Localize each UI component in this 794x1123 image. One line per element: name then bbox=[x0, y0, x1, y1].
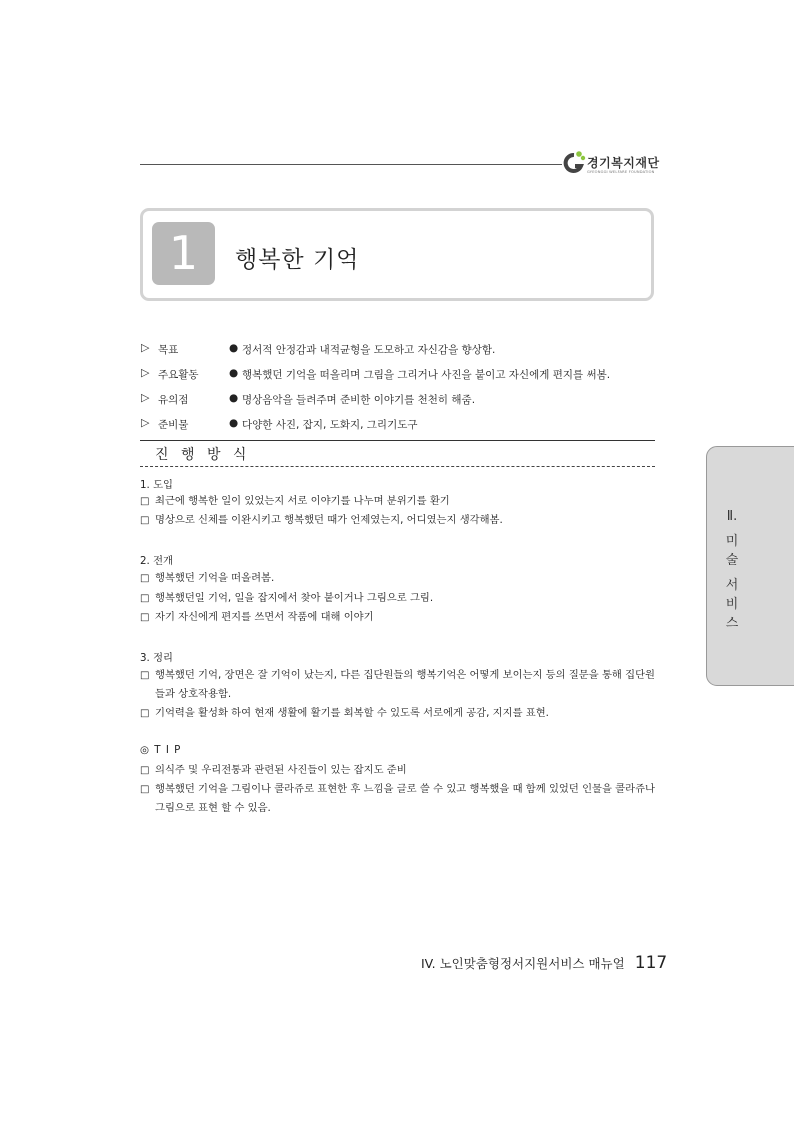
info-label: 준비물 bbox=[158, 419, 189, 431]
checkbox-square-icon: □ bbox=[140, 515, 150, 526]
checkbox-square-icon: □ bbox=[140, 670, 150, 681]
bullet-icon: ● bbox=[229, 417, 239, 429]
section-rule bbox=[140, 440, 655, 441]
activity-number: 1 bbox=[152, 222, 215, 285]
info-value: 정서적 안정감과 내적균형을 도모하고 자신감을 향상함. bbox=[242, 344, 496, 356]
section-title: 진 행 방 식 bbox=[155, 447, 251, 463]
info-label: 유의점 bbox=[158, 394, 189, 406]
list-item: □ 기억력을 활성화 하여 현재 생활에 활기를 회복할 수 있도록 서로에게 공감, 지지를 표현. bbox=[140, 704, 660, 723]
list-item: □ 행복했던일 기억, 일을 잡지에서 찾아 붙이거나 그림으로 그림. bbox=[140, 589, 660, 608]
triangle-right-icon: ▷ bbox=[141, 391, 150, 404]
page-number: 117 bbox=[634, 953, 668, 973]
header-rule bbox=[140, 164, 562, 165]
triangle-right-icon: ▷ bbox=[141, 366, 150, 379]
chapter-side-tab-label: Ⅱ. 미 술 서 비 스 bbox=[721, 507, 743, 633]
activity-info bbox=[141, 341, 661, 441]
footer-title: IV. 노인맞춤형정서지원서비스 매뉴얼 bbox=[421, 956, 625, 971]
info-label: 목표 bbox=[158, 344, 179, 356]
logo-text: 경기복지재단 bbox=[587, 156, 660, 170]
triangle-right-icon: ▷ bbox=[141, 341, 150, 354]
foundation-logo-icon bbox=[562, 150, 586, 176]
list-item: □ 명상으로 신체를 이완시키고 행복했던 때가 언제였는지, 어디였는지 생각해봄. bbox=[140, 511, 660, 530]
info-row-goal bbox=[141, 341, 661, 366]
list-item: □ 의식주 및 우리전통과 관련된 사진들이 있는 잡지도 준비 bbox=[140, 761, 660, 780]
activity-title: 행복한 기억 bbox=[235, 247, 360, 273]
foundation-logo bbox=[562, 150, 658, 178]
stage-title: 1. 도입 bbox=[140, 479, 173, 491]
checkbox-square-icon: □ bbox=[140, 573, 150, 584]
checkbox-square-icon: □ bbox=[140, 612, 150, 623]
stage-title: 3. 정리 bbox=[140, 652, 173, 664]
list-item: □ 자기 자신에게 편지를 쓰면서 작품에 대해 이야기 bbox=[140, 608, 660, 627]
bullet-icon: ● bbox=[229, 392, 239, 404]
triangle-right-icon: ▷ bbox=[141, 416, 150, 429]
checkbox-square-icon: □ bbox=[140, 496, 150, 507]
info-row-main-activity bbox=[141, 366, 661, 391]
info-row-notes bbox=[141, 391, 661, 416]
checkbox-square-icon: □ bbox=[140, 784, 150, 795]
info-row-materials bbox=[141, 416, 661, 441]
checkbox-square-icon: □ bbox=[140, 708, 150, 719]
chapter-numeral: Ⅱ. bbox=[726, 509, 738, 524]
list-item: □ 최근에 행복한 일이 있었는지 서로 이야기를 나누며 분위기를 환기 bbox=[140, 492, 660, 511]
info-value: 다양한 사진, 잡지, 도화지, 그리기도구 bbox=[242, 419, 418, 431]
list-item: □ 행복했던 기억, 장면은 잘 기억이 났는지, 다른 집단원들의 행복기억은 어떻게 보이는지 등의 질문을 통해 집단원들과 상호작용함. bbox=[140, 666, 660, 704]
activity-title-box bbox=[140, 208, 654, 301]
logo-subtext: GYEONGGI WELFARE FOUNDATION bbox=[587, 170, 655, 174]
list-item: □ 행복했던 기억을 떠올려봄. bbox=[140, 569, 660, 588]
stage-title: 2. 전개 bbox=[140, 555, 173, 567]
section-dashed-rule bbox=[140, 466, 655, 467]
page-footer bbox=[421, 953, 667, 973]
bullet-icon: ● bbox=[229, 367, 239, 379]
bullet-icon: ● bbox=[229, 342, 239, 354]
chapter-side-tab bbox=[706, 446, 794, 686]
checkbox-square-icon: □ bbox=[140, 765, 150, 776]
list-item: □ 행복했던 기억을 그림이나 콜라쥬로 표현한 후 느낌을 글로 쓸 수 있고 행복했을 때 함께 있었던 인물을 콜라쥬나 그림으로 표현 할 수 있음. bbox=[140, 780, 660, 818]
checkbox-square-icon: □ bbox=[140, 593, 150, 604]
tip-title: ◎ T I P bbox=[140, 744, 182, 756]
info-value: 명상음악을 들려주며 준비한 이야기를 천천히 해줌. bbox=[242, 394, 476, 406]
info-label: 주요활동 bbox=[158, 369, 199, 381]
info-value: 행복했던 기억을 떠올리며 그림을 그리거나 사진을 붙이고 자신에게 편지를 써봄. bbox=[242, 369, 611, 381]
